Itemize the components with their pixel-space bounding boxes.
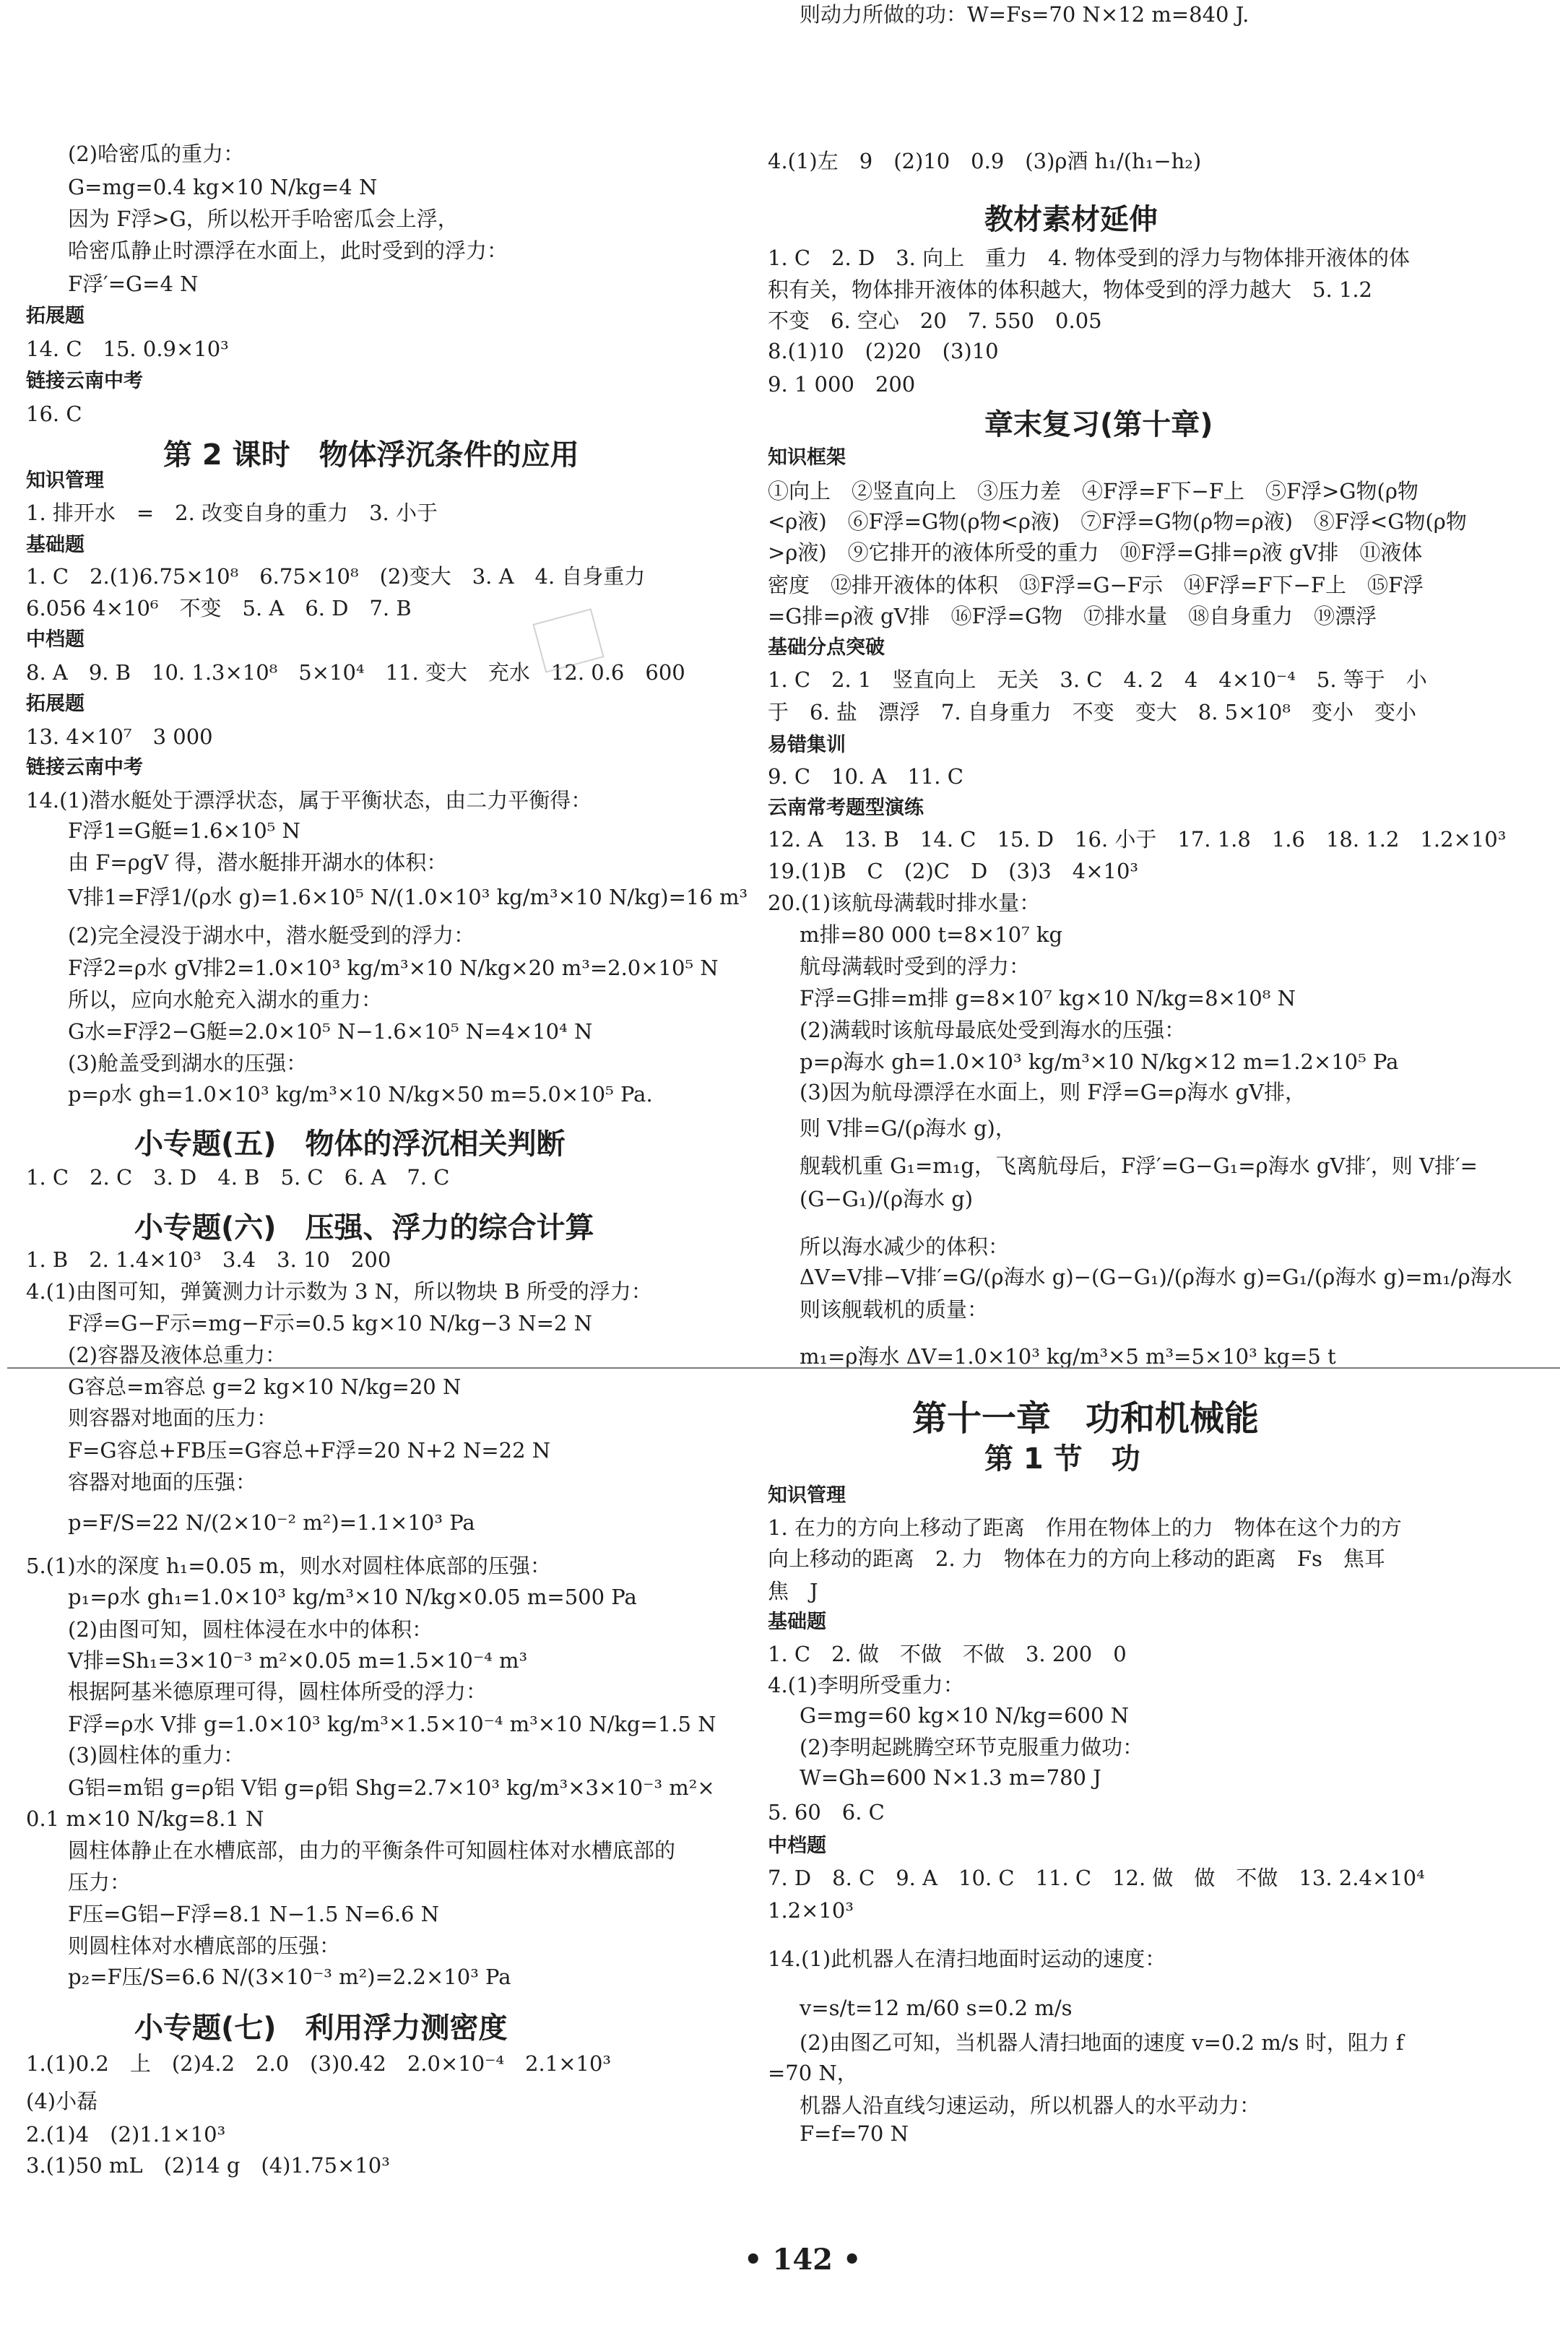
text-line: 12. A 13. B 14. C 15. D 16. 小于 17. 1.8 1.6 18. 1.2 1.2×10³ [768, 827, 1507, 852]
text-line: 0.1 m×10 N/kg=8.1 N [26, 1806, 264, 1831]
text-line: 14.(1)此机器人在清扫地面时运动的速度： [768, 1947, 1166, 1971]
text-line: m排=80 000 t=8×10⁷ kg [800, 922, 1063, 947]
text-line: 不变 6. 空心 20 7. 550 0.05 [768, 308, 1102, 333]
text-line: 16. C [26, 402, 82, 426]
text-line: =70 N， [768, 2061, 858, 2085]
section-title: 第 2 课时 物体浮沉条件的应用 [163, 438, 579, 472]
text-line: (2)李明起跳腾空环节克服重力做功： [800, 1735, 1144, 1759]
text-line: 7. D 8. C 9. A 10. C 11. C 12. 做 做 不做 13. 2.4×10⁴ [768, 1866, 1425, 1890]
subheading: 知识管理 [26, 469, 104, 492]
text-line: 8.(1)10 (2)20 (3)10 [768, 339, 999, 363]
text-line: V排1=F浮1/(ρ水 g)=1.6×10⁵ N/(1.0×10³ kg/m³×10 N/kg)=16 m³ [68, 885, 748, 909]
text-line: 机器人沿直线匀速运动，所以机器人的水平动力： [800, 2093, 1261, 2118]
subheading: 链接云南中考 [26, 370, 143, 392]
text-line: 1. C 2. 1 竖直向上 无关 3. C 4. 2 4 4×10⁻⁴ 5. 等于 小 [768, 667, 1427, 692]
text-line: 所以，应向水舱充入湖水的重力： [68, 987, 383, 1012]
text-line: G=mg=0.4 kg×10 N/kg=4 N [68, 175, 378, 199]
subheading: 链接云南中考 [26, 756, 143, 779]
text-line: 则动力所做的功：W=Fs=70 N×12 m=840 J. [800, 2, 1249, 27]
text-line: G水=F浮2−G艇=2.0×10⁵ N−1.6×10⁵ N=4×10⁴ N [68, 1019, 593, 1044]
subheading: 拓展题 [26, 693, 85, 715]
text-line: (3)因为航母漂浮在水面上，则 F浮=G=ρ海水 gV排， [800, 1080, 1306, 1104]
text-line: 圆柱体静止在水槽底部，由力的平衡条件可知圆柱体对水槽底部的 [68, 1838, 676, 1863]
text-line: 1. C 2.(1)6.75×10⁸ 6.75×10⁸ (2)变大 3. A 4. 自身重力 [26, 564, 646, 589]
text-line: F=f=70 N [800, 2121, 909, 2146]
text-line: G=mg=60 kg×10 N/kg=600 N [800, 1703, 1130, 1728]
text-line: (2)满载时该航母最底处受到海水的压强： [800, 1018, 1186, 1042]
text-line: F=G容总+FB压=G容总+F浮=20 N+2 N=22 N [68, 1438, 551, 1463]
text-line: v=s/t=12 m/60 s=0.2 m/s [800, 1996, 1073, 2020]
text-line: 8. A 9. B 10. 1.3×10⁸ 5×10⁴ 11. 变大 充水 12. 0.6 600 [26, 660, 685, 685]
text-line: G容总=m容总 g=2 kg×10 N/kg=20 N [68, 1374, 462, 1399]
text-line: (3)圆柱体的重力： [68, 1743, 245, 1767]
text-line: (2)哈密瓜的重力： [68, 142, 245, 166]
text-line: 所以海水减少的体积： [800, 1234, 1010, 1259]
text-line: 压力： [68, 1870, 131, 1895]
text-line: ΔV=V排−V排′=G/(ρ海水 g)−(G−G₁)/(ρ海水 g)=G₁/(ρ海水 g)=m₁/ρ海水 [800, 1265, 1512, 1289]
text-line: 1.2×10³ [768, 1898, 854, 1923]
text-line: 9. 1 000 200 [768, 372, 916, 397]
subheading: 基础题 [26, 534, 85, 556]
text-line: <ρ液) ⑥F浮=G物(ρ物<ρ液) ⑦F浮=G物(ρ物=ρ液) ⑧F浮<G物(ρ物 [768, 509, 1467, 534]
subheading: 易错集训 [768, 734, 846, 756]
subheading: 知识框架 [768, 446, 846, 469]
text-line: 密度 ⑫排开液体的体积 ⑬F浮=G−F示 ⑭F浮=F下−F上 ⑮F浮 [768, 573, 1424, 597]
text-line: 向上移动的距离 2. 力 物体在力的方向上移动的距离 Fs 焦耳 [768, 1546, 1385, 1571]
text-line: F浮′=G=4 N [68, 272, 199, 296]
text-line: 则容器对地面的压力： [68, 1406, 278, 1430]
text-line: 航母满载时受到的浮力： [800, 954, 1031, 979]
text-line: (2)由图可知，圆柱体浸在水中的体积： [68, 1617, 433, 1642]
text-line: G铝=m铝 g=ρ铝 V铝 g=ρ铝 Shg=2.7×10³ kg/m³×3×10⁻³ m²× [68, 1775, 715, 1800]
text-line: 根据阿基米德原理可得，圆柱体所受的浮力： [68, 1679, 488, 1704]
page-number: • 142 • [744, 2243, 862, 2277]
section-title: 小专题(五) 物体的浮沉相关判断 [134, 1127, 566, 1161]
text-line: p=ρ海水 gh=1.0×10³ kg/m³×10 N/kg×12 m=1.2×10⁵ Pa [800, 1049, 1399, 1074]
text-line: 则该舰载机的质量： [800, 1297, 989, 1322]
section-title: 小专题(六) 压强、浮力的综合计算 [134, 1211, 594, 1244]
text-line: 哈密瓜静止时漂浮在水面上，此时受到的浮力： [68, 238, 508, 263]
text-line: 舰载机重 G₁=m₁g，飞离航母后，F浮′=G−G₁=ρ海水 gV排′，则 V排′= [800, 1153, 1478, 1178]
subheading: 中档题 [26, 628, 85, 651]
text-line: 5. 60 6. C [768, 1800, 885, 1824]
text-line: p=ρ水 gh=1.0×10³ kg/m³×10 N/kg×50 m=5.0×10⁵ Pa. [68, 1082, 653, 1107]
text-line: W=Gh=600 N×1.3 m=780 J [800, 1765, 1101, 1790]
text-line: 6.056 4×10⁶ 不变 5. A 6. D 7. B [26, 596, 412, 620]
text-line: 1. 排开水 = 2. 改变自身的重力 3. 小于 [26, 501, 438, 525]
text-line: 于 6. 盐 漂浮 7. 自身重力 不变 变大 8. 5×10⁸ 变小 变小 [768, 700, 1416, 724]
text-line: (2)容器及液体总重力： [68, 1343, 287, 1367]
text-line: 1. C 2. 做 不做 不做 3. 200 0 [768, 1642, 1127, 1666]
text-line: p=F/S=22 N/(2×10⁻² m²)=1.1×10³ Pa [68, 1510, 475, 1535]
text-line: 3.(1)50 mL (2)14 g (4)1.75×10³ [26, 2153, 390, 2178]
text-line: F浮2=ρ水 gV排2=1.0×10³ kg/m³×10 N/kg×20 m³=2.0×10⁵ N [68, 956, 719, 980]
subheading: 基础分点突破 [768, 636, 885, 659]
text-line: (G−G₁)/(ρ海水 g) [800, 1187, 974, 1211]
text-line: (4)小磊 [26, 2089, 98, 2113]
text-line: 9. C 10. A 11. C [768, 764, 963, 789]
text-line: 14. C 15. 0.9×10³ [26, 337, 229, 361]
section-title: 章末复习(第十章) [984, 408, 1213, 441]
subheading: 拓展题 [26, 305, 85, 327]
text-line: =G排=ρ液 gV排 ⑯F浮=G物 ⑰排水量 ⑱自身重力 ⑲漂浮 [768, 604, 1377, 628]
text-line: 1.(1)0.2 上 (2)4.2 2.0 (3)0.42 2.0×10⁻⁴ 2.1×10³ [26, 2051, 612, 2076]
section-title: 第十一章 功和机械能 [912, 1398, 1260, 1439]
text-line: F压=G铝−F浮=8.1 N−1.5 N=6.6 N [68, 1902, 440, 1926]
text-line: 则 V排=G/(ρ海水 g)， [800, 1116, 1016, 1140]
text-line: 焦 J [768, 1579, 818, 1603]
section-title: 教材素材延伸 [984, 203, 1158, 236]
subheading: 中档题 [768, 1835, 826, 1857]
text-line: 容器对地面的压强： [68, 1470, 257, 1494]
text-line: 1. C 2. C 3. D 4. B 5. C 6. A 7. C [26, 1165, 450, 1190]
text-line: p₁=ρ水 gh₁=1.0×10³ kg/m³×10 N/kg×0.05 m=500 Pa [68, 1585, 637, 1609]
text-line: 14.(1)潜水艇处于漂浮状态，属于平衡状态，由二力平衡得： [26, 788, 592, 813]
text-line: 1. 在力的方向上移动了距离 作用在物体上的力 物体在这个力的方 [768, 1515, 1402, 1540]
section-title: 小专题(七) 利用浮力测密度 [134, 2012, 508, 2045]
section-title: 第 1 节 功 [984, 1442, 1140, 1476]
section-divider [7, 1367, 1560, 1369]
text-line: 19.(1)B C (2)C D (3)3 4×10³ [768, 859, 1139, 883]
text-line: p₂=F压/S=6.6 N/(3×10⁻³ m²)=2.2×10³ Pa [68, 1965, 511, 1989]
text-line: 4.(1)李明所受重力： [768, 1673, 964, 1697]
text-line: 1. B 2. 1.4×10³ 3.4 3. 10 200 [26, 1247, 391, 1272]
text-line: 则圆柱体对水槽底部的压强： [68, 1934, 341, 1958]
text-line: m₁=ρ海水 ΔV=1.0×10³ kg/m³×5 m³=5×10³ kg=5 t [800, 1344, 1336, 1369]
text-line: 4.(1)左 9 (2)10 0.9 (3)ρ酒 h₁/(h₁−h₂) [768, 149, 1202, 173]
text-line: 20.(1)该航母满载时排水量： [768, 891, 1041, 915]
text-line: 2.(1)4 (2)1.1×10³ [26, 2122, 226, 2147]
subheading: 知识管理 [768, 1484, 846, 1507]
text-line: 13. 4×10⁷ 3 000 [26, 724, 213, 749]
text-line: 4.(1)由图可知，弹簧测力计示数为 3 N，所以物块 B 所受的浮力： [26, 1279, 652, 1304]
subheading: 基础题 [768, 1611, 826, 1633]
text-line: 因为 F浮>G，所以松开手哈密瓜会上浮， [68, 207, 459, 231]
text-line: 1. C 2. D 3. 向上 重力 4. 物体受到的浮力与物体排开液体的体 [768, 246, 1410, 270]
text-line: 由 F=ρgV 得，潜水艇排开湖水的体积： [68, 850, 448, 875]
text-line: F浮1=G艇=1.6×10⁵ N [68, 818, 300, 843]
text-line: F浮=G排=m排 g=8×10⁷ kg×10 N/kg=8×10⁸ N [800, 986, 1296, 1010]
text-line: F浮=ρ水 V排 g=1.0×10³ kg/m³×1.5×10⁻⁴ m³×10 N/kg=1.5 N [68, 1712, 716, 1736]
text-line: (2)由图乙可知，当机器人清扫地面的速度 v=0.2 m/s 时，阻力 f [800, 2030, 1404, 2055]
text-line: (2)完全浸没于湖水中，潜水艇受到的浮力： [68, 923, 475, 948]
text-line: F浮=G−F示=mg−F示=0.5 kg×10 N/kg−3 N=2 N [68, 1311, 592, 1335]
text-line: V排=Sh₁=3×10⁻³ m²×0.05 m=1.5×10⁻⁴ m³ [68, 1648, 528, 1673]
text-line: >ρ液) ⑨它排开的液体所受的重力 ⑩F浮=G排=ρ液 gV排 ⑪液体 [768, 540, 1423, 565]
subheading: 云南常考题型演练 [768, 797, 924, 819]
text-line: (3)舱盖受到湖水的压强： [68, 1051, 308, 1075]
text-line: ①向上 ②竖直向上 ③压力差 ④F浮=F下−F上 ⑤F浮>G物(ρ物 [768, 479, 1418, 503]
text-line: 积有关，物体排开液体的体积越大，物体受到的浮力越大 5. 1.2 [768, 277, 1373, 302]
text-line: 5.(1)水的深度 h₁=0.05 m，则水对圆柱体底部的压强： [26, 1554, 551, 1578]
